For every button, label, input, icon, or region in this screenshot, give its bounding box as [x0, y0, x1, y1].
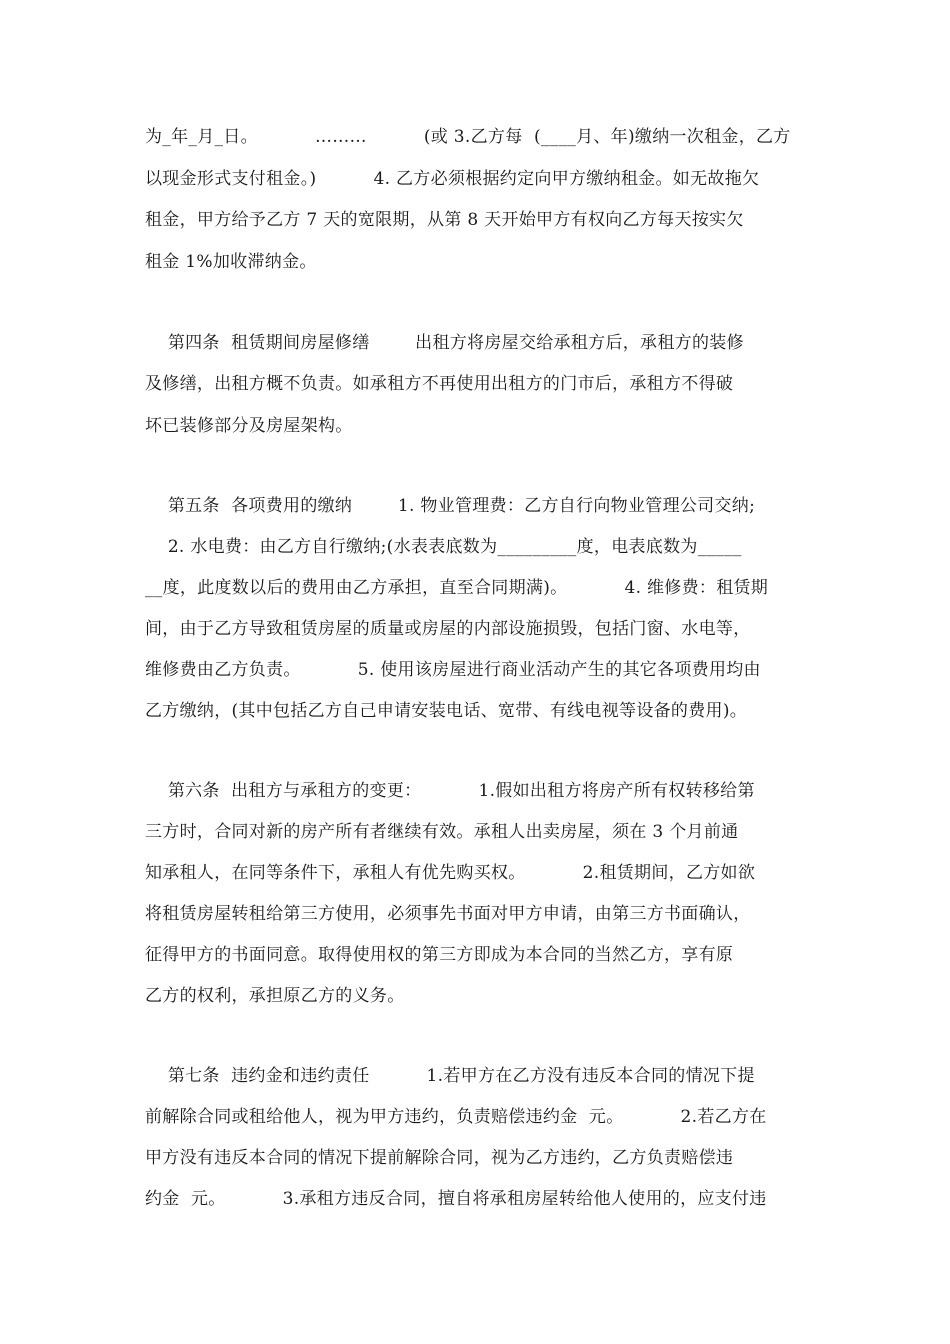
text-line: 前解除合同或租给他人，视为甲方违约，负责赔偿违约金 元。 2.若乙方在	[145, 1107, 767, 1127]
text-line: 租金 1%加收滞纳金。	[145, 252, 317, 272]
text-line: 租金，甲方给予乙方 7 天的宽限期，从第 8 天开始甲方有权向乙方每天按实欠	[145, 210, 744, 230]
text-line: 乙方缴纳，(其中包括乙方自己申请安装电话、宽带、有线电视等设备的费用)。	[145, 701, 748, 721]
text-line: __度，此度数以后的费用由乙方承担，直至合同期满)。 4. 维修费：租赁期	[145, 578, 769, 598]
text-line: 维修费由乙方负责。 5. 使用该房屋进行商业活动产生的其它各项费用均由	[145, 660, 761, 680]
article-5-heading-line: 第五条 各项费用的缴纳 1. 物业管理费：乙方自行向物业管理公司交纳;	[145, 496, 756, 516]
text-line: 为_年_月_日。 ……… (或 3.乙方每 (____月、年)缴纳一次租金，乙方	[145, 127, 791, 147]
text-line: 知承租人，在同等条件下，承租人有优先购买权。 2.租赁期间，乙方如欲	[145, 863, 756, 883]
text-line: 以现金形式支付租金。) 4. 乙方必须根据约定向甲方缴纳租金。如无故拖欠	[145, 169, 760, 189]
text-line: 征得甲方的书面同意。取得使用权的第三方即成为本合同的当然乙方，享有原	[145, 945, 734, 965]
text-line: 及修缮，出租方概不负责。如承租方不再使用出租方的门市后，承租方不得破	[145, 374, 734, 394]
text-line: 甲方没有违反本合同的情况下提前解除合同，视为乙方违约，乙方负责赔偿违	[145, 1148, 734, 1168]
text-line: 将租赁房屋转租给第三方使用，必须事先书面对甲方申请，由第三方书面确认，	[145, 904, 751, 924]
text-line: 间，由于乙方导致租赁房屋的质量或房屋的内部设施损毁，包括门窗、水电等，	[145, 619, 751, 639]
text-line: 约金 元。 3.承租方违反合同，擅自将承租房屋转给他人使用的，应支付违	[145, 1189, 767, 1209]
text-line: 三方时，合同对新的房产所有者继续有效。承租人出卖房屋，须在 3 个月前通	[145, 822, 739, 842]
article-6-heading-line: 第六条 出租方与承租方的变更： 1.假如出租方将房产所有权转移给第	[145, 781, 755, 801]
article-7-heading-line: 第七条 违约金和违约责任 1.若甲方在乙方没有违反本合同的情况下提	[145, 1066, 755, 1086]
article-4-heading-line: 第四条 租赁期间房屋修缮 出租方将房屋交给承租方后，承租方的装修	[145, 333, 744, 353]
text-line: 2. 水电费：由乙方自行缴纳;(水表表底数为_________度，电表底数为_____	[145, 537, 742, 557]
text-line: 乙方的权利，承担原乙方的义务。	[145, 986, 405, 1006]
text-line: 坏已装修部分及房屋架构。	[145, 416, 353, 436]
